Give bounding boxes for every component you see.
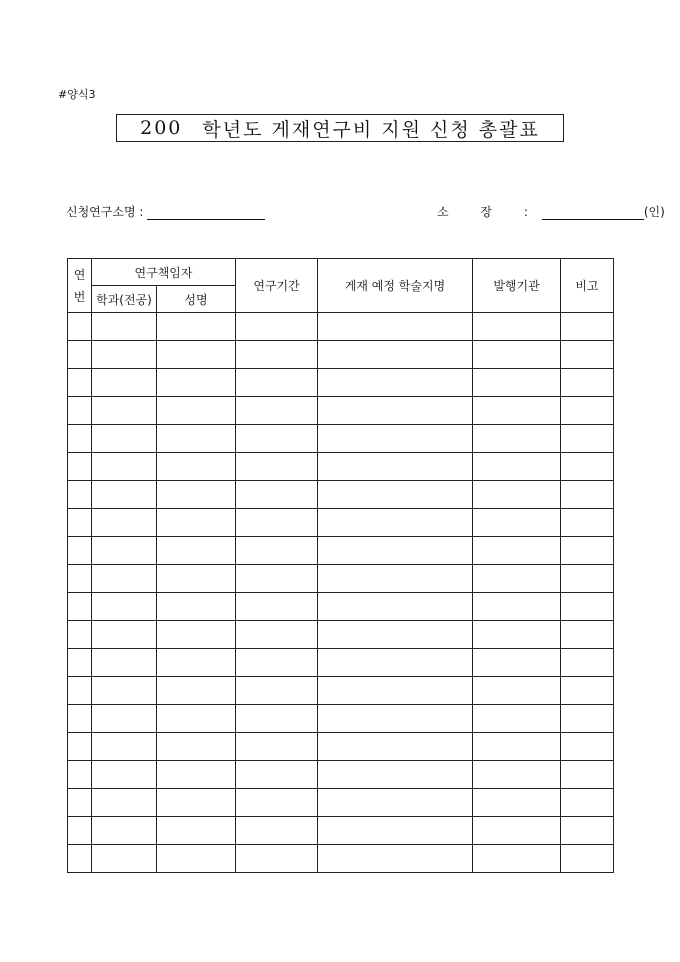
cell-journal[interactable]	[318, 705, 473, 733]
table-row	[68, 817, 614, 845]
cell-publisher[interactable]	[473, 733, 561, 761]
summary-table	[67, 258, 614, 873]
cell-note[interactable]	[561, 789, 614, 817]
cell-period[interactable]	[236, 537, 318, 565]
cell-period[interactable]	[236, 789, 318, 817]
cell-journal[interactable]	[318, 817, 473, 845]
cell-serial-no[interactable]	[68, 425, 92, 453]
cell-period[interactable]	[236, 397, 318, 425]
cell-department[interactable]	[92, 789, 157, 817]
cell-department[interactable]	[92, 453, 157, 481]
cell-serial-no[interactable]	[68, 593, 92, 621]
cell-publisher[interactable]	[473, 705, 561, 733]
cell-publisher[interactable]	[473, 313, 561, 341]
table-row	[68, 733, 614, 761]
director-signature-line[interactable]	[542, 207, 644, 220]
cell-note[interactable]	[561, 453, 614, 481]
cell-publisher[interactable]	[473, 649, 561, 677]
cell-department[interactable]	[92, 537, 157, 565]
cell-note[interactable]	[561, 509, 614, 537]
cell-publisher[interactable]	[473, 453, 561, 481]
cell-department[interactable]	[92, 761, 157, 789]
table-row	[68, 649, 614, 677]
cell-department[interactable]	[92, 425, 157, 453]
cell-serial-no[interactable]	[68, 705, 92, 733]
cell-department[interactable]	[92, 845, 157, 873]
cell-department[interactable]	[92, 817, 157, 845]
cell-journal[interactable]	[318, 733, 473, 761]
table-row	[68, 425, 614, 453]
cell-note[interactable]	[561, 565, 614, 593]
director-field	[437, 203, 665, 220]
cell-name[interactable]	[157, 789, 236, 817]
cell-period[interactable]	[236, 845, 318, 873]
cell-department[interactable]	[92, 593, 157, 621]
cell-journal[interactable]	[318, 397, 473, 425]
cell-name[interactable]	[157, 425, 236, 453]
cell-serial-no[interactable]	[68, 509, 92, 537]
cell-note[interactable]	[561, 761, 614, 789]
cell-journal[interactable]	[318, 509, 473, 537]
cell-note[interactable]	[561, 593, 614, 621]
cell-serial-no[interactable]	[68, 341, 92, 369]
cell-publisher[interactable]	[473, 425, 561, 453]
cell-note[interactable]	[561, 677, 614, 705]
cell-name[interactable]	[157, 481, 236, 509]
cell-name[interactable]	[157, 845, 236, 873]
cell-note[interactable]	[561, 425, 614, 453]
cell-journal[interactable]	[318, 481, 473, 509]
cell-publisher[interactable]	[473, 509, 561, 537]
header-journal: 게재 예정 학술지명	[318, 259, 473, 313]
cell-name[interactable]	[157, 369, 236, 397]
cell-serial-no[interactable]	[68, 313, 92, 341]
cell-period[interactable]	[236, 621, 318, 649]
cell-period[interactable]	[236, 509, 318, 537]
cell-serial-no[interactable]	[68, 817, 92, 845]
cell-journal[interactable]	[318, 789, 473, 817]
header-note: 비고	[561, 259, 614, 313]
cell-period[interactable]	[236, 817, 318, 845]
table-row	[68, 453, 614, 481]
cell-serial-no[interactable]	[68, 845, 92, 873]
cell-name[interactable]	[157, 761, 236, 789]
cell-publisher[interactable]	[473, 537, 561, 565]
cell-name[interactable]	[157, 341, 236, 369]
cell-serial-no[interactable]	[68, 369, 92, 397]
cell-department[interactable]	[92, 509, 157, 537]
table-header-row-1	[68, 259, 614, 286]
cell-serial-no[interactable]	[68, 677, 92, 705]
cell-journal[interactable]	[318, 761, 473, 789]
table-row	[68, 593, 614, 621]
cell-publisher[interactable]	[473, 817, 561, 845]
cell-journal[interactable]	[318, 341, 473, 369]
header-serial-no	[68, 259, 92, 313]
table-row	[68, 481, 614, 509]
cell-period[interactable]	[236, 705, 318, 733]
table-row	[68, 761, 614, 789]
cell-name[interactable]	[157, 817, 236, 845]
header-serial-no-bottom: 번	[73, 289, 86, 304]
cell-journal[interactable]	[318, 677, 473, 705]
applicant-institute-field	[66, 203, 265, 220]
table-row	[68, 845, 614, 873]
table-row	[68, 621, 614, 649]
header-publisher: 발행기관	[473, 259, 561, 313]
cell-department[interactable]	[92, 733, 157, 761]
header-period: 연구기간	[236, 259, 318, 313]
cell-publisher[interactable]	[473, 341, 561, 369]
cell-name[interactable]	[157, 621, 236, 649]
cell-serial-no[interactable]	[68, 481, 92, 509]
table-body	[68, 313, 614, 873]
cell-name[interactable]	[157, 733, 236, 761]
cell-note[interactable]	[561, 341, 614, 369]
cell-journal[interactable]	[318, 313, 473, 341]
cell-note[interactable]	[561, 733, 614, 761]
cell-journal[interactable]	[318, 425, 473, 453]
cell-publisher[interactable]	[473, 565, 561, 593]
cell-serial-no[interactable]	[68, 761, 92, 789]
cell-department[interactable]	[92, 649, 157, 677]
table-row	[68, 677, 614, 705]
cell-journal[interactable]	[318, 565, 473, 593]
cell-note[interactable]	[561, 817, 614, 845]
table-row	[68, 341, 614, 369]
cell-publisher[interactable]	[473, 761, 561, 789]
title-year: 200	[140, 117, 183, 139]
cell-journal[interactable]	[318, 593, 473, 621]
header-researcher: 연구책임자	[92, 259, 236, 286]
cell-name[interactable]	[157, 313, 236, 341]
cell-publisher[interactable]	[473, 789, 561, 817]
table-row	[68, 313, 614, 341]
cell-journal[interactable]	[318, 621, 473, 649]
cell-department[interactable]	[92, 677, 157, 705]
cell-period[interactable]	[236, 761, 318, 789]
cell-period[interactable]	[236, 453, 318, 481]
title-text: 학년도 게재연구비 지원 신청 총괄표	[202, 118, 540, 141]
table-row	[68, 705, 614, 733]
table-row	[68, 397, 614, 425]
cell-note[interactable]	[561, 705, 614, 733]
cell-name[interactable]	[157, 509, 236, 537]
cell-publisher[interactable]	[473, 481, 561, 509]
cell-period[interactable]	[236, 733, 318, 761]
cell-serial-no[interactable]	[68, 789, 92, 817]
table-row	[68, 789, 614, 817]
cell-note[interactable]	[561, 369, 614, 397]
cell-serial-no[interactable]	[68, 649, 92, 677]
cell-note[interactable]	[561, 397, 614, 425]
cell-publisher[interactable]	[473, 369, 561, 397]
cell-department[interactable]	[92, 565, 157, 593]
cell-note[interactable]	[561, 481, 614, 509]
cell-period[interactable]	[236, 341, 318, 369]
cell-publisher[interactable]	[473, 397, 561, 425]
cell-period[interactable]	[236, 565, 318, 593]
cell-journal[interactable]	[318, 537, 473, 565]
header-department: 학과(전공)	[92, 286, 157, 313]
applicant-institute-label: 신청연구소명 :	[66, 205, 144, 219]
table-row	[68, 509, 614, 537]
cell-name[interactable]	[157, 705, 236, 733]
cell-note[interactable]	[561, 845, 614, 873]
cell-serial-no[interactable]	[68, 537, 92, 565]
header-name: 성명	[157, 286, 236, 313]
cell-serial-no[interactable]	[68, 453, 92, 481]
cell-period[interactable]	[236, 677, 318, 705]
cell-journal[interactable]	[318, 369, 473, 397]
cell-publisher[interactable]	[473, 845, 561, 873]
cell-department[interactable]	[92, 369, 157, 397]
cell-department[interactable]	[92, 397, 157, 425]
cell-department[interactable]	[92, 705, 157, 733]
form-code: #양식3	[58, 88, 96, 101]
cell-period[interactable]	[236, 369, 318, 397]
cell-serial-no[interactable]	[68, 733, 92, 761]
cell-department[interactable]	[92, 481, 157, 509]
cell-publisher[interactable]	[473, 621, 561, 649]
cell-serial-no[interactable]	[68, 397, 92, 425]
header-serial-no-top: 연	[73, 267, 86, 282]
cell-journal[interactable]	[318, 845, 473, 873]
cell-note[interactable]	[561, 649, 614, 677]
cell-note[interactable]	[561, 313, 614, 341]
cell-journal[interactable]	[318, 649, 473, 677]
cell-publisher[interactable]	[473, 677, 561, 705]
cell-department[interactable]	[92, 341, 157, 369]
cell-period[interactable]	[236, 425, 318, 453]
cell-period[interactable]	[236, 313, 318, 341]
cell-department[interactable]	[92, 621, 157, 649]
cell-note[interactable]	[561, 537, 614, 565]
table-row	[68, 369, 614, 397]
cell-name[interactable]	[157, 397, 236, 425]
table-row	[68, 565, 614, 593]
cell-publisher[interactable]	[473, 593, 561, 621]
cell-serial-no[interactable]	[68, 565, 92, 593]
cell-name[interactable]	[157, 453, 236, 481]
cell-department[interactable]	[92, 313, 157, 341]
cell-serial-no[interactable]	[68, 621, 92, 649]
cell-name[interactable]	[157, 593, 236, 621]
cell-name[interactable]	[157, 649, 236, 677]
cell-name[interactable]	[157, 677, 236, 705]
seal-mark: (인)	[643, 205, 665, 219]
cell-name[interactable]	[157, 537, 236, 565]
director-label: 소 장 :	[437, 205, 542, 219]
cell-period[interactable]	[236, 649, 318, 677]
table-row	[68, 537, 614, 565]
cell-name[interactable]	[157, 565, 236, 593]
cell-note[interactable]	[561, 621, 614, 649]
cell-period[interactable]	[236, 481, 318, 509]
cell-period[interactable]	[236, 593, 318, 621]
applicant-institute-input-line[interactable]	[147, 207, 265, 220]
cell-journal[interactable]	[318, 453, 473, 481]
page-title	[116, 114, 564, 142]
